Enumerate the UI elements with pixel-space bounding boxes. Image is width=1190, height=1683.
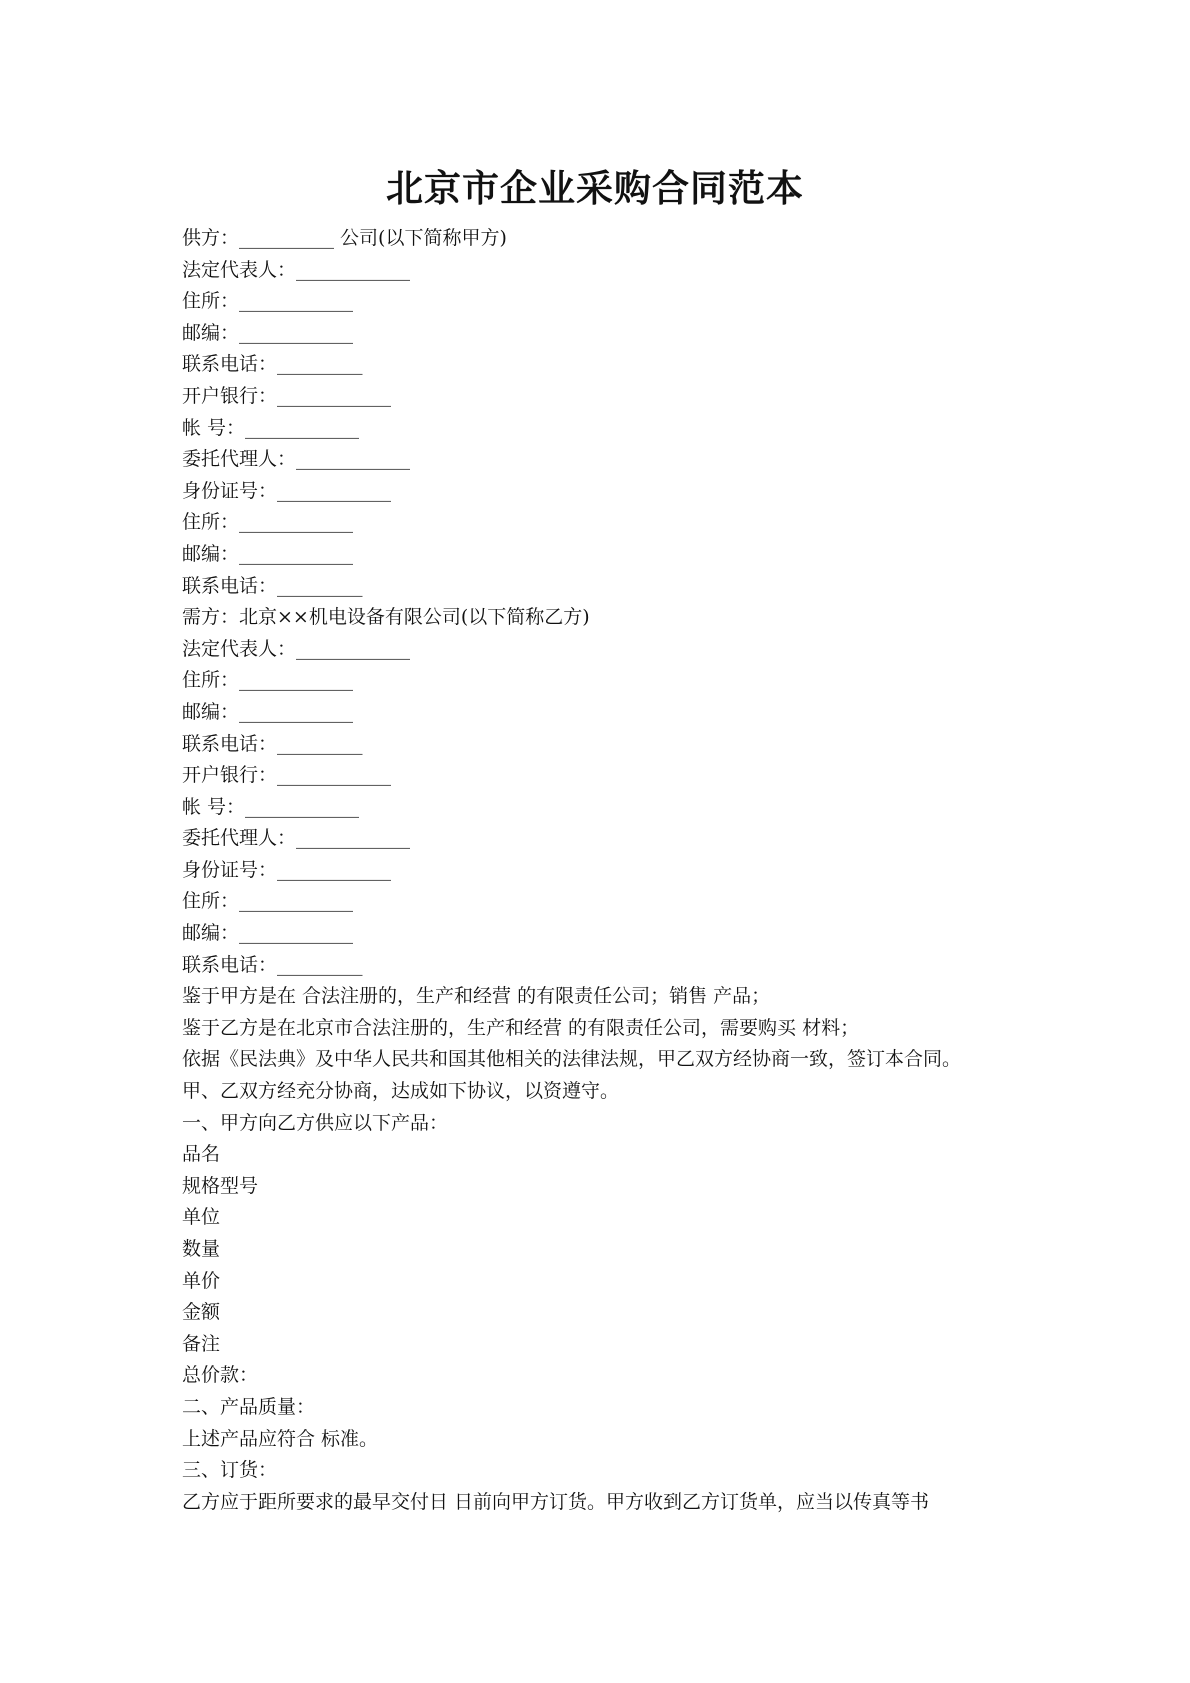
buyer-account: 帐 号：____________ [182, 795, 360, 818]
total-price: 总价款： [182, 1364, 259, 1387]
supplier-phone: 联系电话：_________ [182, 353, 363, 376]
supplier-bank: 开户银行：____________ [182, 384, 392, 407]
buyer-agent-phone: 联系电话：_________ [182, 953, 363, 976]
buyer-legal-rep: 法定代表人：____________ [182, 637, 411, 660]
buyer-postcode: 邮编：____________ [182, 700, 354, 723]
agreement-statement: 甲、乙双方经充分协商，达成如下协议，以资遵守。 [182, 1080, 620, 1103]
supplier-line: 供方：__________ 公司(以下简称甲方) [182, 227, 507, 249]
buyer-agent: 委托代理人：____________ [182, 827, 411, 850]
document-body [182, 223, 1018, 1518]
buyer-phone: 联系电话：_________ [182, 732, 363, 755]
buyer-agent-address: 住所：____________ [182, 890, 354, 913]
supplier-address: 住所：____________ [182, 290, 354, 313]
product-field-unit-price: 单价 [182, 1269, 221, 1292]
supplier-agent-postcode: 邮编：____________ [182, 542, 354, 565]
supplier-account: 帐 号：____________ [182, 416, 360, 439]
product-field-quantity: 数量 [182, 1238, 221, 1260]
ordering-clause: 乙方应于距所要求的最早交付日 日前向甲方订货。甲方收到乙方订货单，应当以传真等书 [182, 1490, 930, 1513]
buyer-bank: 开户银行：____________ [182, 764, 392, 787]
supplier-agent: 委托代理人：____________ [182, 448, 411, 471]
product-field-spec: 规格型号 [182, 1174, 259, 1197]
supplier-agent-address: 住所：____________ [182, 511, 354, 534]
product-field-amount: 金额 [182, 1301, 221, 1324]
section-1-heading: 一、甲方向乙方供应以下产品： [182, 1111, 449, 1134]
recital-legal-basis: 依据《民法典》及中华人民共和国其他相关的法律法规，甲乙双方经协商一致，签订本合同。 [182, 1048, 962, 1071]
supplier-legal-rep: 法定代表人：____________ [182, 258, 411, 281]
product-field-name: 品名 [182, 1143, 221, 1166]
recital-buyer: 鉴于乙方是在北京市合法注册的，生产和经营 的有限责任公司，需要购买 材料； [182, 1016, 860, 1039]
buyer-agent-postcode: 邮编：____________ [182, 922, 354, 945]
document-title: 北京市企业采购合同范本 [386, 166, 804, 210]
buyer-address: 住所：____________ [182, 669, 354, 692]
buyer-line: 需方：北京××机电设备有限公司(以下简称乙方) [182, 606, 590, 629]
product-field-unit: 单位 [182, 1206, 221, 1229]
section-2-heading: 二、产品质量： [182, 1395, 316, 1418]
supplier-agent-phone: 联系电话：_________ [182, 574, 363, 597]
quality-clause: 上述产品应符合 标准。 [182, 1427, 379, 1450]
recital-supplier: 鉴于甲方是在 合法注册的，生产和经营 的有限责任公司；销售 产品； [182, 985, 771, 1008]
product-field-remarks: 备注 [182, 1332, 221, 1355]
section-3-heading: 三、订货： [182, 1459, 278, 1482]
buyer-agent-id: 身份证号：____________ [182, 858, 392, 881]
supplier-postcode: 邮编：____________ [182, 321, 354, 344]
supplier-agent-id: 身份证号：____________ [182, 479, 392, 502]
